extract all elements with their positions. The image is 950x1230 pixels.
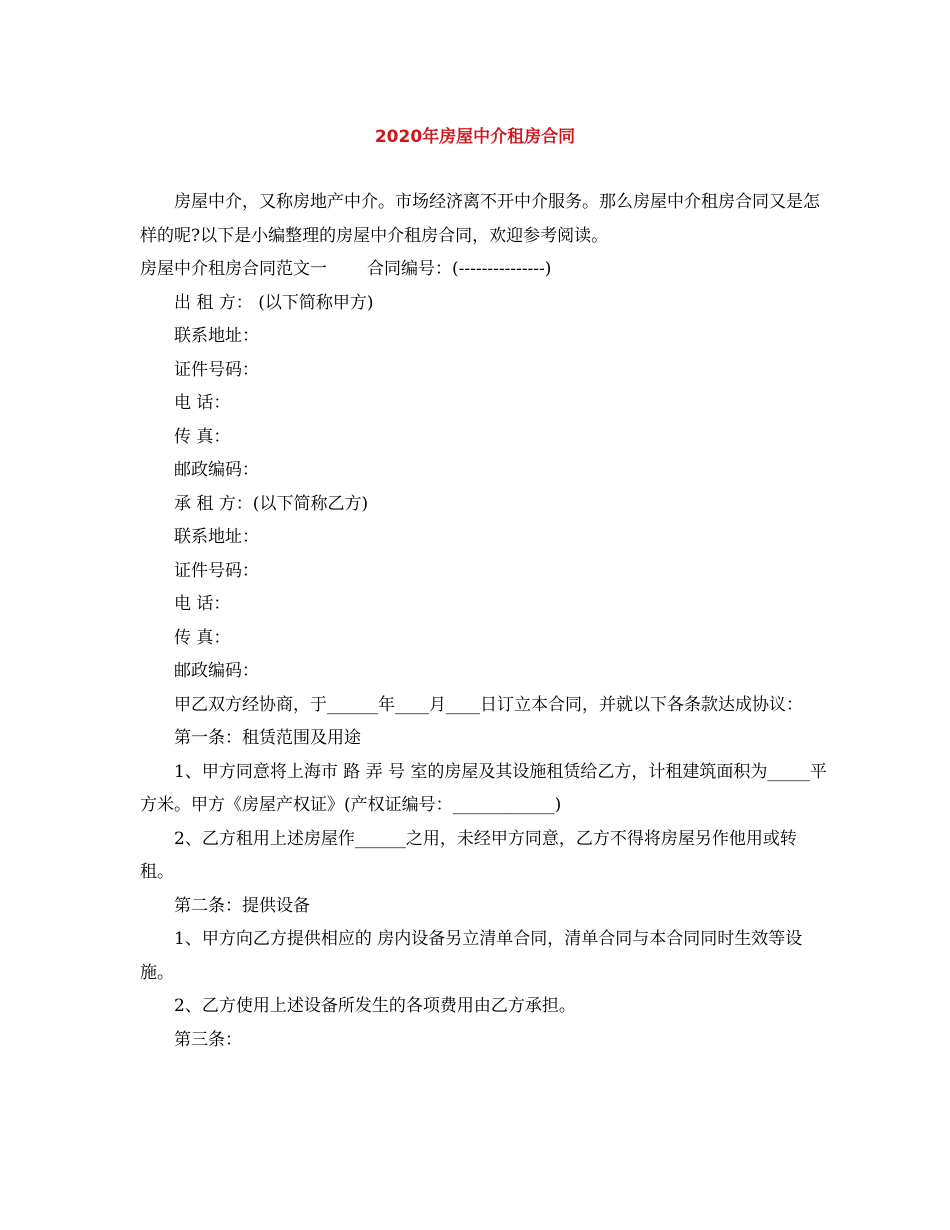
lessee-id: 证件号码： [174, 560, 259, 581]
article2-title: 第二条：提供设备 [174, 895, 310, 916]
lessee-fax: 传 真： [174, 627, 231, 648]
article3-title: 第三条： [174, 1029, 242, 1050]
document-title: 2020年房屋中介租房合同 [374, 127, 576, 147]
lessee-postcode: 邮政编码： [174, 661, 259, 681]
lessor-postcode: 邮政编码： [174, 460, 259, 480]
lessor-line: 出 租 方： (以下简称甲方) [174, 292, 374, 313]
intro-paragraph: 房屋中介，又称房地产中介。市场经济离不开中介服务。那么房屋中介租房合同又是怎样的呢?以下是小编整理的房屋中介租房合同，欢迎参考阅读。 [140, 192, 820, 246]
sample-heading-line [140, 253, 828, 287]
article2-item1: 1、甲方向乙方提供相应的 房内设备另立清单合同，清单合同与本合同同时生效等设施。 [140, 929, 803, 983]
lessee-phone: 电 话： [174, 594, 231, 614]
lessor-id: 证件号码： [174, 359, 259, 380]
document-body [140, 186, 828, 1057]
lessee-line: 承 租 方：(以下简称乙方) [174, 493, 369, 514]
sample-heading: 房屋中介租房合同范文一 [140, 259, 327, 279]
article1-item1: 1、甲方同意将上海市 路 弄 号 室的房屋及其设施租赁给乙方，计租建筑面积为_____平方米。甲方《房屋产权证》(产权证编号：____________) [140, 761, 827, 815]
article2-item2: 2、乙方使用上述设备所发生的各项费用由乙方承担。 [174, 996, 576, 1016]
article1-item2: 2、乙方租用上述房屋作______之用，未经甲方同意，乙方不得将房屋另作他用或转租。 [140, 828, 797, 882]
contract-number: 合同编号：(---------------) [367, 259, 552, 279]
lessee-address: 联系地址： [174, 527, 259, 547]
article1-title: 第一条：租赁范围及用途 [174, 728, 361, 748]
lessor-phone: 电 话： [174, 393, 231, 413]
agreement-paragraph: 甲乙双方经协商，于______年____月____日订立本合同，并就以下各条款达成协议： [174, 694, 803, 715]
lessor-fax: 传 真： [174, 426, 231, 447]
lessor-address: 联系地址： [174, 326, 259, 346]
